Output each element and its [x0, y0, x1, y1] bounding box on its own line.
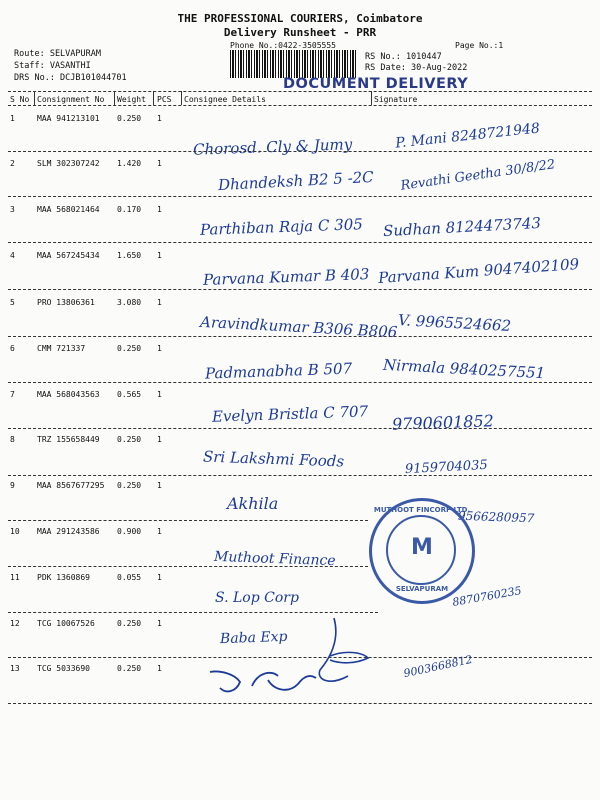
col-header-consignee: Consignee Details [184, 95, 266, 104]
row-sno: 3 [10, 205, 15, 214]
handwritten-consignee: Parvana Kumar B 403 [202, 265, 370, 289]
col-divider [153, 91, 154, 105]
row-weight: 0.170 [117, 205, 142, 214]
col-divider [114, 91, 115, 105]
col-header-weight: Weight [117, 95, 146, 104]
col-header-sno: S No [10, 95, 30, 104]
staff-label: Staff: VASANTHI [14, 61, 91, 71]
row-sno: 11 [10, 573, 20, 582]
rs-date: RS Date: 30-Aug-2022 [365, 63, 468, 73]
handwritten-signature: 9790601852 [391, 411, 495, 434]
row-sno: 5 [10, 298, 15, 307]
row-separator [8, 566, 368, 567]
row-separator [8, 336, 592, 337]
col-divider [181, 91, 182, 105]
row-separator [8, 242, 592, 243]
row-pcs: 1 [157, 344, 162, 353]
stamp-center-logo: M [411, 535, 433, 560]
handwritten-signature: Revathi Geetha 30/8/22 [399, 157, 557, 194]
row-pcs: 1 [157, 159, 162, 168]
row-consignment: MAA 568021464 [37, 205, 100, 214]
route-label: Route: SELVAPURAM [14, 49, 101, 59]
row-consignment: MAA 567245434 [37, 251, 100, 260]
handwritten-consignee: Parthiban Raja C 305 [199, 215, 364, 239]
row-separator [8, 382, 592, 383]
row-separator [8, 289, 592, 290]
rs-number: RS No.: 1010447 [365, 52, 442, 62]
handwritten-consignee: Padmanabha B 507 [204, 359, 353, 383]
handwritten-signature: V. 9965524662 [397, 311, 512, 335]
company-round-stamp [369, 498, 475, 604]
handwritten-signature: 9566280957 [457, 508, 535, 526]
row-sno: 8 [10, 435, 15, 444]
signature-stroke [330, 652, 368, 662]
row-consignment: PDK 1360869 [37, 573, 90, 582]
signature-stroke [210, 671, 240, 691]
signature-stroke [252, 673, 316, 690]
row-pcs: 1 [157, 205, 162, 214]
row-pcs: 1 [157, 251, 162, 260]
handwritten-consignee: Evelyn Bristla C 707 [211, 402, 369, 426]
row-separator [8, 151, 592, 152]
row-weight: 0.250 [117, 114, 142, 123]
row-sno: 10 [10, 527, 20, 536]
row-pcs: 1 [157, 573, 162, 582]
phone-number: Phone No.:0422-3505555 [230, 41, 336, 50]
signature-stroke [319, 618, 348, 681]
row-weight: 1.650 [117, 251, 142, 260]
col-header-pcs: PCS [157, 95, 172, 104]
row-weight: 0.250 [117, 344, 142, 353]
row-weight: 0.250 [117, 481, 142, 490]
row-consignment: TCG 10067526 [37, 619, 95, 628]
row-weight: 0.250 [117, 664, 142, 673]
row-pcs: 1 [157, 664, 162, 673]
handwritten-signature: Sudhan 8124473743 [382, 213, 542, 241]
row-separator [8, 196, 592, 197]
row-consignment: MAA 291243586 [37, 527, 100, 536]
handwritten-signature: 9003668812 [402, 652, 474, 681]
row-weight: 1.420 [117, 159, 142, 168]
document-title: Delivery Runsheet - PRR [223, 26, 377, 39]
col-header-signature: Signature [374, 95, 418, 104]
row-sno: 12 [10, 619, 20, 628]
stamp-bottom-text: SELVAPURAM [395, 585, 449, 593]
handwritten-consignee: Dhandeksh B2 5 -2C [217, 167, 375, 195]
row-consignment: TCG 5033690 [37, 664, 90, 673]
row-pcs: 1 [157, 298, 162, 307]
row-pcs: 1 [157, 619, 162, 628]
row-weight: 0.250 [117, 435, 142, 444]
company-name: THE PROFESSIONAL COURIERS, Coimbatore [177, 12, 423, 25]
row-separator [8, 428, 592, 429]
signature-scribbles [180, 600, 380, 710]
col-divider [371, 91, 372, 105]
row-separator [8, 520, 368, 521]
row-weight: 0.250 [117, 619, 142, 628]
row-weight: 0.900 [117, 527, 142, 536]
handwritten-signature: Parvana Kum 9047402109 [377, 255, 580, 287]
row-pcs: 1 [157, 527, 162, 536]
drs-number: DRS No.: DCJB101044701 [14, 73, 127, 83]
handwritten-consignee: Baba Exp [219, 628, 288, 648]
row-pcs: 1 [157, 114, 162, 123]
col-divider [34, 91, 35, 105]
col-header-consignment: Consignment No [37, 95, 105, 104]
row-sno: 2 [10, 159, 15, 168]
document-delivery-stamp: DOCUMENT DELIVERY [283, 76, 469, 92]
row-weight: 0.565 [117, 390, 142, 399]
row-sno: 7 [10, 390, 15, 399]
row-weight: 0.055 [117, 573, 142, 582]
handwritten-signature: 8870760235 [451, 584, 523, 609]
row-separator [8, 475, 592, 476]
row-consignment: MAA 568043563 [37, 390, 100, 399]
row-weight: 3.080 [117, 298, 142, 307]
table-top-rule [8, 91, 592, 92]
handwritten-consignee: Akhila [227, 494, 279, 513]
handwritten-consignee: S. Lop Corp [215, 590, 299, 606]
row-consignment: SLM 302307242 [37, 159, 100, 168]
row-sno: 6 [10, 344, 15, 353]
row-consignment: TRZ 155658449 [37, 435, 100, 444]
handwritten-signature: P. Mani 8248721948 [394, 120, 541, 152]
header-bottom-rule [8, 105, 592, 106]
handwritten-consignee: Aravindkumar B306 B806 [199, 312, 398, 342]
row-consignment: MAA 8567677295 [37, 481, 105, 490]
handwritten-signature: Nirmala 9840257551 [382, 355, 546, 383]
row-consignment: PRO 13806361 [37, 298, 95, 307]
row-sno: 9 [10, 481, 15, 490]
handwritten-consignee: Sri Lakshmi Foods [202, 447, 345, 471]
barcode [230, 50, 358, 78]
handwritten-signature: 9159704035 [404, 457, 489, 478]
row-consignment: CMM 721337 [37, 344, 86, 353]
row-pcs: 1 [157, 481, 162, 490]
row-pcs: 1 [157, 390, 162, 399]
handwritten-consignee: Chorosd. Cly & Jumy [192, 135, 353, 159]
row-sno: 13 [10, 664, 20, 673]
stamp-top-text: MUTHOOT FINCORP LTD. [373, 506, 471, 514]
row-pcs: 1 [157, 435, 162, 444]
row-sno: 4 [10, 251, 15, 260]
handwritten-consignee: Muthoot Finance [213, 548, 336, 570]
page-number: Page No.:1 [455, 41, 504, 50]
row-sno: 1 [10, 114, 15, 123]
row-consignment: MAA 941213101 [37, 114, 100, 123]
